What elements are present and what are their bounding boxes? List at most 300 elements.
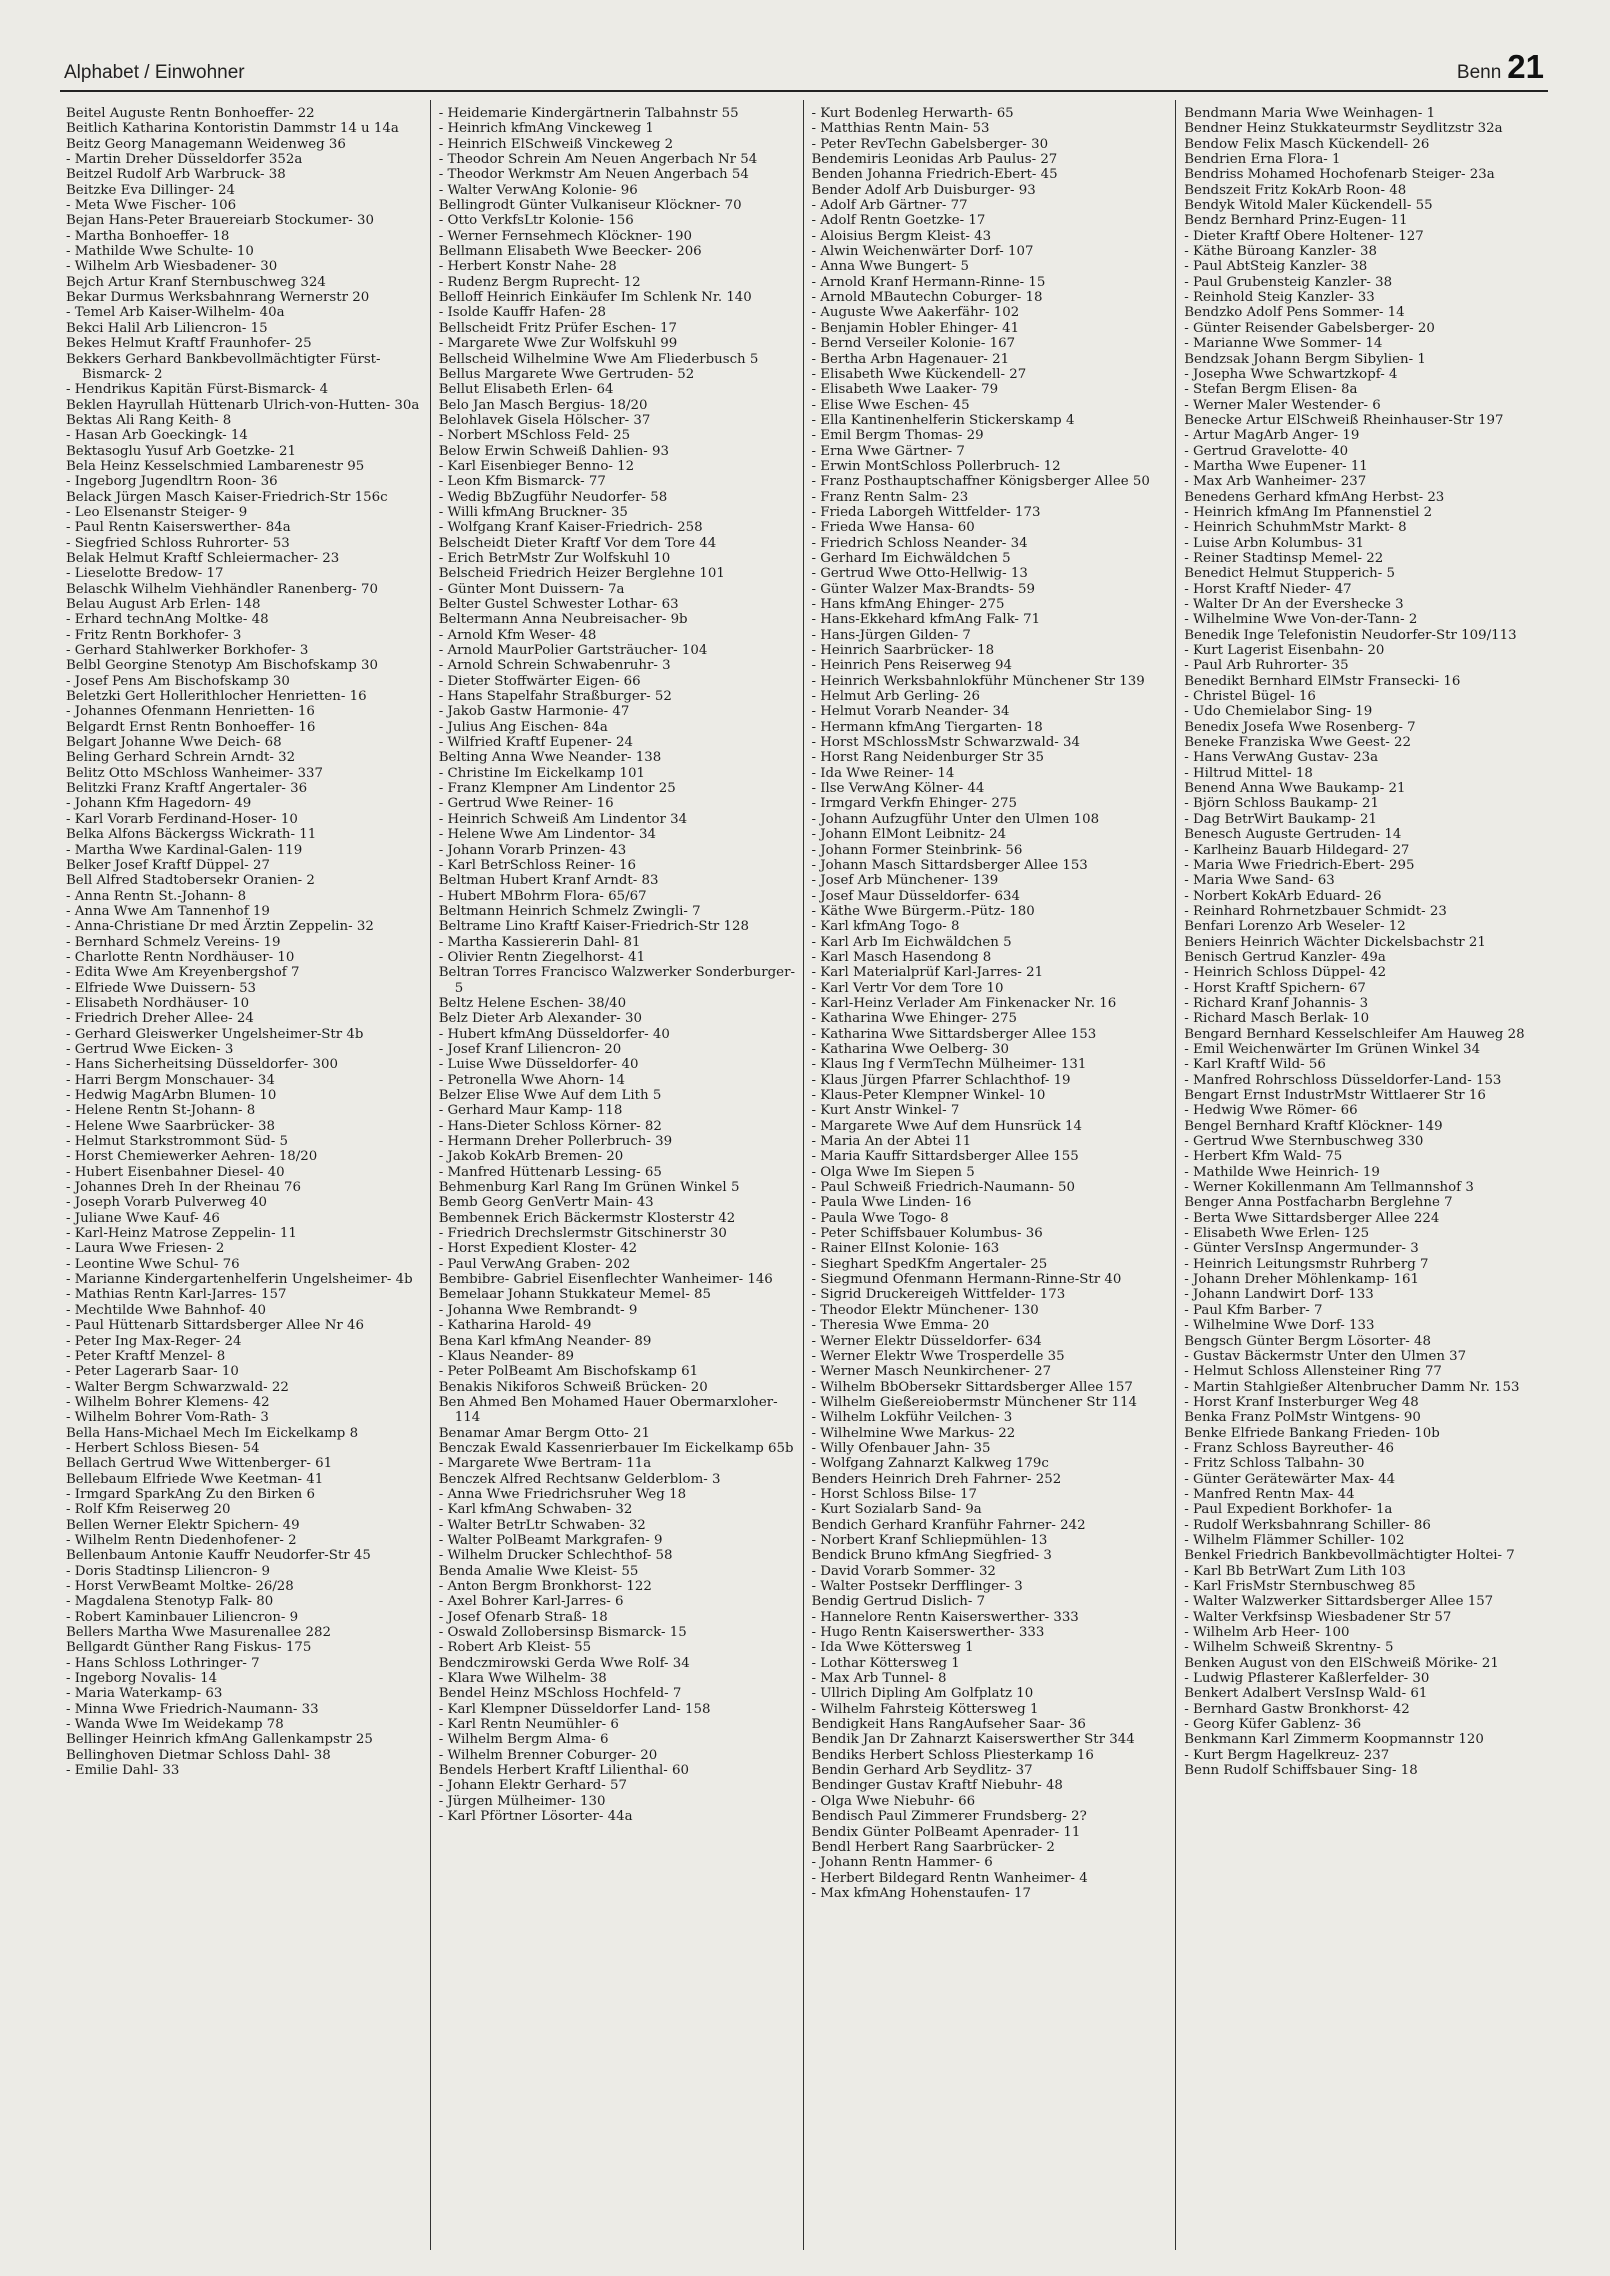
directory-entry: - Klaus Neander- 89 [438, 1348, 575, 1364]
directory-entry: - Ida Wwe Reiner- 14 [811, 765, 955, 781]
directory-entry: - Anna-Christiane Dr med Ärztin Zeppelin- 32 [66, 919, 374, 935]
directory-entry: - Franz Schloss Bayreuther- 46 [1184, 1440, 1395, 1456]
directory-entry: Bemelaar Johann Stukkateur Memel- 85 [438, 1287, 711, 1303]
directory-entry: Beling Gerhard Schrein Arndt- 32 [66, 750, 296, 766]
directory-entry: Bekar Durmus Werksbahnrang Wernerstr 20 [66, 290, 370, 306]
directory-entry: - Günter Reisender Gabelsberger- 20 [1184, 320, 1435, 336]
directory-entry: - Martha Wwe Eupener- 11 [1184, 458, 1368, 474]
directory-entry: Ben Ahmed Ben Mohamed Hauer Obermarxloher- 114 [438, 1394, 778, 1426]
directory-entry: - Herbert Schloss Biesen- 54 [66, 1440, 260, 1456]
directory-entry: - Karl Masch Hasendong 8 [811, 949, 992, 965]
directory-entry: - Reinhold Steig Kanzler- 33 [1184, 290, 1375, 306]
directory-entry: - Rudolf Werksbahnrang Schiller- 86 [1184, 1517, 1431, 1533]
directory-entry: - Wilhelm Fahrsteig Köttersweg 1 [811, 1701, 1039, 1717]
directory-entry: - Herbert Konstr Nahe- 28 [438, 259, 617, 275]
directory-entry: - Johanna Wwe Rembrandt- 9 [438, 1302, 638, 1318]
directory-entry: - Heinrich Werksbahnlokführ Münchener Str 139 [811, 673, 1145, 689]
directory-entry: - Klara Wwe Wilhelm- 38 [438, 1671, 607, 1687]
directory-entry: - Elisabeth Wwe Kückendell- 27 [811, 366, 1027, 382]
directory-entry: - Karl-Heinz Matrose Zeppelin- 11 [66, 1226, 297, 1242]
directory-entry: - Lothar Köttersweg 1 [811, 1655, 960, 1671]
directory-entry: - Elisabeth Wwe Laaker- 79 [811, 382, 999, 398]
column-1 [60, 100, 430, 2250]
directory-entry: - Wilhelmine Wwe Von-der-Tann- 2 [1184, 612, 1418, 628]
directory-entry: Beltman Hubert Kranf Arndt- 83 [438, 873, 659, 889]
directory-entry: Beitzke Eva Dillinger- 24 [66, 182, 235, 198]
directory-entry: - Karl Materialprüf Karl-Jarres- 21 [811, 965, 1044, 981]
directory-entry: - Kurt Anstr Winkel- 7 [811, 1103, 960, 1119]
directory-entry: - Hannelore Rentn Kaiserswerther- 333 [811, 1609, 1079, 1625]
directory-entry: Benkmann Karl Zimmerm Koopmannstr 120 [1184, 1732, 1484, 1748]
directory-entry: Bendisch Paul Zimmerer Frundsberg- 2? [811, 1809, 1087, 1825]
directory-entry: - Günter Mont Duissern- 7a [438, 581, 625, 597]
directory-entry: - Wilhelm BbObersekr Sittardsberger Allee 157 [811, 1379, 1133, 1395]
directory-entry: - Udo Chemielabor Sing- 19 [1184, 704, 1373, 720]
directory-entry: Beneke Franziska Wwe Geest- 22 [1184, 735, 1411, 751]
directory-entry: - Sigrid Druckereigeh Wittfelder- 173 [811, 1287, 1066, 1303]
directory-entry: Bendel Heinz MSchloss Hochfeld- 7 [438, 1686, 682, 1702]
directory-entry: - Bernd Verseiler Kolonie- 167 [811, 336, 1016, 352]
directory-entry: - Wilhelm Gießereiobermstr Münchener Str 114 [811, 1394, 1137, 1410]
directory-entry: Belscheid Friedrich Heizer Berglehne 101 [438, 566, 725, 582]
directory-entry: - Horst Rang Neidenburger Str 35 [811, 750, 1044, 766]
directory-entry: - Werner Maler Westender- 6 [1184, 397, 1381, 413]
directory-entry: - Johann Elektr Gerhard- 57 [438, 1778, 627, 1794]
directory-entry: - Hedwig MagArbn Blumen- 10 [66, 1088, 277, 1103]
directory-entry: - Arnold Kfm Weser- 48 [438, 627, 597, 643]
directory-entry: - Walter Bergm Schwarzwald- 22 [66, 1379, 289, 1395]
directory-entry: - Heinrich kfmAng Im Pfannenstiel 2 [1184, 504, 1433, 520]
directory-entry: - Julius Ang Eischen- 84a [438, 719, 608, 735]
directory-entry: - Friedrich Schloss Neander- 34 [811, 535, 1028, 551]
directory-entry: - Walter PolBeamt Markgrafen- 9 [438, 1532, 663, 1548]
directory-entry: Benger Anna Postfacharbn Berglehne 7 [1184, 1195, 1453, 1211]
directory-entry: Bembibre- Gabriel Eisenflechter Wanheimer- 146 [438, 1272, 773, 1288]
directory-entry: - Wilhelm Drucker Schlechthof- 58 [438, 1548, 673, 1564]
directory-entry: Bendick Bruno kfmAng Siegfried- 3 [811, 1548, 1052, 1564]
directory-entry: Belter Gustel Schwester Lothar- 63 [438, 597, 679, 612]
directory-entry: - Paul AbtSteig Kanzler- 38 [1184, 259, 1368, 275]
directory-entry: Beitlich Katharina Kontoristin Dammstr 14 u 14a [66, 121, 399, 137]
directory-entry: Benedens Gerhard kfmAng Herbst- 23 [1184, 489, 1445, 505]
directory-entry: - Martin Dreher Düsseldorfer 352a [66, 152, 303, 168]
directory-entry: - Karl kfmAng Togo- 8 [811, 919, 960, 935]
directory-entry: Bendzsak Johann Bergm Sibylien- 1 [1184, 351, 1426, 367]
directory-entry: - Heinrich Saarbrücker- 18 [811, 643, 995, 659]
directory-entry: - Gerhard Im Eichwäldchen 5 [811, 550, 1011, 566]
directory-entry: - Elisabeth Nordhäuser- 10 [66, 995, 250, 1011]
directory-entry: - Kurt Lagerist Eisenbahn- 20 [1184, 643, 1385, 659]
directory-entry: - Maria Kauffr Sittardsberger Allee 155 [811, 1149, 1079, 1165]
directory-entry: Bendner Heinz Stukkateurmstr Seydlitzstr 32a [1184, 121, 1503, 137]
directory-entry: - Paul Hüttenarb Sittardsberger Allee Nr 46 [66, 1318, 364, 1334]
directory-entry: - Karl FrisMstr Sternbuschweg 85 [1184, 1579, 1416, 1594]
directory-entry: Belohlavek Gisela Hölscher- 37 [438, 412, 651, 428]
directory-entry: - Wedig BbZugführ Neudorfer- 58 [438, 489, 668, 505]
directory-entry: Bendik Jan Dr Zahnarzt Kaiserswerther Str 344 [811, 1732, 1135, 1748]
directory-entry: - Günter Gerätewärter Max- 44 [1184, 1471, 1396, 1487]
directory-entry: Belker Josef Kraftf Düppel- 27 [66, 857, 270, 873]
directory-entry: - Günter VersInsp Angermunder- 3 [1184, 1241, 1419, 1257]
directory-entry: Benecke Artur ElSchweiß Rheinhauser-Str 197 [1184, 412, 1504, 428]
directory-entry: - Helmut Vorarb Neander- 34 [811, 704, 1010, 720]
directory-entry: - Christine Im Eickelkamp 101 [438, 765, 646, 781]
directory-entry: - Franz Posthauptschaffner Königsberger Allee 50 [811, 474, 1150, 490]
directory-entry: Bellers Martha Wwe Masurenallee 282 [66, 1625, 331, 1641]
directory-entry: - Jürgen Mülheimer- 130 [438, 1793, 606, 1809]
directory-entry: Benda Amalie Wwe Kleist- 55 [438, 1563, 639, 1579]
directory-entry: - Maria Wwe Friedrich-Ebert- 295 [1184, 857, 1415, 873]
directory-entry: - Gertrud Wwe Sternbuschweg 330 [1184, 1134, 1424, 1150]
directory-entry: - Robert Kaminbauer Liliencron- 9 [66, 1609, 299, 1625]
directory-entry: - Mechtilde Wwe Bahnhof- 40 [66, 1302, 266, 1318]
directory-entry: - Helmut Arb Gerling- 26 [811, 689, 981, 705]
directory-entry: - Berta Wwe Sittardsberger Allee 224 [1184, 1210, 1440, 1226]
directory-entry: - Gertrud Gravelotte- 40 [1184, 443, 1349, 459]
directory-entry: - Werner Fernsehmech Klöckner- 190 [438, 228, 693, 244]
directory-entry: - Isolde Kauffr Hafen- 28 [438, 305, 606, 321]
directory-entry: - Karl Rentn Neumühler- 6 [438, 1717, 619, 1733]
directory-entry: - Wilhelm Flämmer Schiller- 102 [1184, 1532, 1405, 1548]
directory-entry: - Karl Arb Im Eichwäldchen 5 [811, 934, 1012, 950]
directory-entry: Bendow Felix Masch Kückendell- 26 [1184, 136, 1430, 152]
directory-entry: Belo Jan Masch Bergius- 18/20 [438, 397, 648, 413]
directory-entry: - Rudenz Bergm Ruprecht- 12 [438, 274, 641, 290]
directory-entry: Belbl Georgine Stenotyp Am Bischofskamp 30 [66, 658, 379, 674]
directory-entry: Bemb Georg GenVertr Main- 43 [438, 1195, 654, 1211]
directory-entry: Belitzki Franz Kraftf Angertaler- 36 [66, 781, 308, 797]
directory-entry: Bellmann Elisabeth Wwe Beecker- 206 [438, 244, 702, 260]
directory-entry: - Wolfgang Kranf Kaiser-Friedrich- 258 [438, 520, 703, 536]
directory-entry: Bendl Herbert Rang Saarbrücker- 2 [811, 1839, 1055, 1855]
directory-entry: Bendig Gertrud Dislich- 7 [811, 1594, 986, 1610]
directory-entry: Bendemiris Leonidas Arb Paulus- 27 [811, 152, 1058, 168]
directory-entry: Bellen Werner Elektr Spichern- 49 [66, 1517, 300, 1533]
directory-entry: - Horst Kraftf Nieder- 47 [1184, 581, 1352, 597]
directory-entry: Bejch Artur Kranf Sternbuschweg 324 [66, 274, 326, 290]
directory-entry: - Gerhard Maur Kamp- 118 [438, 1103, 623, 1119]
directory-entry: - Johannes Ofenmann Henrietten- 16 [66, 704, 315, 720]
directory-entry: - Kurt Sozialarb Sand- 9a [811, 1502, 982, 1518]
directory-entry: - Paul Grubensteig Kanzler- 38 [1184, 274, 1393, 290]
directory-entry: - Minna Wwe Friedrich-Naumann- 33 [66, 1701, 319, 1717]
directory-entry: - Leon Kfm Bismarck- 77 [438, 474, 606, 490]
directory-entry: - Wilhelmine Wwe Markus- 22 [811, 1425, 1016, 1441]
directory-entry: - Karl Klempner Düsseldorfer Land- 158 [438, 1701, 711, 1717]
directory-entry: Bendmann Maria Wwe Weinhagen- 1 [1184, 106, 1436, 121]
directory-entry: Bekci Halil Arb Liliencron- 15 [66, 320, 268, 336]
directory-entry: Bendyk Witold Maler Kückendell- 55 [1184, 198, 1433, 214]
directory-entry: - Karl Kraftf Wild- 56 [1184, 1057, 1326, 1073]
directory-entry: - Wilhelm Brenner Coburger- 20 [438, 1747, 658, 1763]
directory-entry: - Aloisius Bergm Kleist- 43 [811, 228, 992, 244]
directory-entry: - Siegmund Ofenmann Hermann-Rinne-Str 40 [811, 1272, 1122, 1288]
directory-entry: - Ilse VerwAng Kölner- 44 [811, 781, 985, 797]
directory-entry: - Anna Rentn St.-Johann- 8 [66, 888, 247, 904]
directory-entry: - Heinrich ElSchweiß Vinckeweg 2 [438, 136, 674, 152]
directory-entry: - Willy Ofenbauer Jahn- 35 [811, 1440, 991, 1456]
directory-entry: - Robert Arb Kleist- 55 [438, 1640, 592, 1656]
directory-entry: Benn Rudolf Schiffsbauer Sing- 18 [1184, 1763, 1418, 1779]
directory-entry: - Johann ElMont Leibnitz- 24 [811, 827, 1007, 843]
directory-entry: Bellscheid Wilhelmine Wwe Am Fliederbusch 5 [438, 351, 759, 367]
directory-entry: Bengard Bernhard Kesselschleifer Am Hauweg 28 [1184, 1026, 1525, 1042]
directory-entry: Benfari Lorenzo Arb Weseler- 12 [1184, 919, 1406, 935]
directory-entry: - Theodor Schrein Am Neuen Angerbach Nr 54 [438, 152, 758, 168]
directory-entry: - Reiner Stadtinsp Memel- 22 [1184, 550, 1384, 566]
directory-entry: Benke Elfriede Bankang Frieden- 10b [1184, 1425, 1440, 1441]
directory-entry: Beltz Helene Eschen- 38/40 [438, 995, 627, 1011]
directory-entry: - Luise Arbn Kolumbus- 31 [1184, 535, 1364, 551]
directory-entry: - Frieda Laborgeh Wittfelder- 173 [811, 504, 1041, 520]
directory-entry: - Martha Bonhoeffer- 18 [66, 228, 230, 244]
directory-entry: - Hans Stapelfahr Straßburger- 52 [438, 689, 672, 705]
directory-entry: - Arnold MBautechn Coburger- 18 [811, 290, 1043, 306]
directory-entry: Below Erwin Schweiß Dahlien- 93 [438, 443, 670, 459]
directory-entry: - Emil Bergm Thomas- 29 [811, 428, 984, 444]
directory-entry: - Harri Bergm Monschauer- 34 [66, 1072, 275, 1088]
directory-entry: - Hans Sicherheitsing Düsseldorfer- 300 [66, 1057, 338, 1073]
directory-entry: - Richard Masch Berlak- 10 [1184, 1011, 1370, 1027]
directory-entry: - Dieter Kraftf Obere Holtener- 127 [1184, 228, 1424, 244]
directory-entry: - Bernhard Schmelz Vereins- 19 [66, 934, 281, 950]
directory-entry: Bellgardt Günther Rang Fiskus- 175 [66, 1640, 312, 1656]
directory-entry: - Edita Wwe Am Kreyenbergshof 7 [66, 965, 300, 981]
directory-entry: Bellus Margarete Wwe Gertruden- 52 [438, 366, 695, 382]
page-number: 21 [1507, 48, 1544, 85]
directory-entry: Benczek Alfred Rechtsanw Gelderblom- 3 [438, 1471, 721, 1487]
directory-entry: Bellenbaum Antonie Kauffr Neudorfer-Str 45 [66, 1548, 371, 1564]
directory-entry: - Willi kfmAng Bruckner- 35 [438, 504, 628, 520]
directory-entry: - Dieter Stoffwärter Eigen- 66 [438, 673, 641, 689]
directory-entry: - Klaus Jürgen Pfarrer Schlachthof- 19 [811, 1072, 1071, 1088]
directory-entry: Benesch Auguste Gertruden- 14 [1184, 827, 1402, 843]
directory-entry: - Temel Arb Kaiser-Wilhelm- 40a [66, 305, 285, 321]
directory-entry: - Heinrich Leitungsmstr Ruhrberg 7 [1184, 1256, 1429, 1272]
directory-entry: - Helmut Starkstrommont Süd- 5 [66, 1134, 289, 1150]
directory-entry: Belzer Elise Wwe Auf dem Lith 5 [438, 1088, 662, 1103]
directory-entry: - Werner Masch Neunkirchener- 27 [811, 1364, 1052, 1380]
directory-entry: - Marianne Wwe Sommer- 14 [1184, 336, 1383, 352]
directory-entry: - Katharina Wwe Sittardsberger Allee 153 [811, 1026, 1097, 1042]
directory-entry: - Max Arb Tunnel- 8 [811, 1671, 947, 1687]
directory-entry: - Ella Kantinenhelferin Stickerskamp 4 [811, 412, 1075, 428]
directory-entry: - Erhard technAng Moltke- 48 [66, 612, 269, 628]
directory-entry: Beitzel Rudolf Arb Warbruck- 38 [66, 167, 286, 183]
directory-entry: Bembennek Erich Bäckermstr Klosterstr 42 [438, 1210, 736, 1226]
directory-entry: - Theresia Wwe Emma- 20 [811, 1318, 990, 1334]
directory-entry: Belscheidt Dieter Kraftf Vor dem Tore 44 [438, 535, 717, 551]
directory-entry: - Maria Wwe Sand- 63 [1184, 873, 1335, 889]
directory-entry: - Sieghart SpedKfm Angertaler- 25 [811, 1256, 1048, 1272]
directory-entry: - Peter RevTechn Gabelsberger- 30 [811, 136, 1049, 152]
directory-entry: Belau August Arb Erlen- 148 [66, 597, 261, 612]
directory-entry: Benedikt Bernhard ElMstr Fransecki- 16 [1184, 673, 1461, 689]
directory-entry: - Walter Walzwerker Sittardsberger Allee 157 [1184, 1594, 1494, 1610]
directory-entry: - Wilhelm Arb Heer- 100 [1184, 1625, 1350, 1641]
directory-entry: - Horst Expedient Kloster- 42 [438, 1241, 638, 1257]
directory-entry: - Walter Dr An der Evershecke 3 [1184, 597, 1404, 612]
directory-entry: - Paul Schweiß Friedrich-Naumann- 50 [811, 1180, 1075, 1196]
directory-entry: - Olivier Rentn Ziegelhorst- 41 [438, 949, 646, 965]
directory-entry: - Helmut Schloss Allensteiner Ring 77 [1184, 1364, 1442, 1380]
directory-entry: - Karl BetrSchloss Reiner- 16 [438, 857, 637, 873]
running-head [1457, 48, 1544, 86]
directory-entry: - Leo Elsenanstr Steiger- 9 [66, 504, 248, 520]
directory-entry: - Johann Kfm Hagedorn- 49 [66, 796, 252, 812]
directory-entry: - Erich BetrMstr Zur Wolfskuhl 10 [438, 550, 671, 566]
directory-entry: - Otto VerkfsLtr Kolonie- 156 [438, 213, 634, 229]
directory-entry: - Martha Kassiererin Dahl- 81 [438, 934, 641, 950]
directory-entry: Bellut Elisabeth Erlen- 64 [438, 382, 614, 398]
page-keyword: Benn [1456, 62, 1502, 83]
directory-entry: - Josef Pens Am Bischofskamp 30 [66, 673, 290, 689]
directory-entry: Bendich Gerhard Kranführ Fahrner- 242 [811, 1517, 1086, 1533]
directory-entry: - Gerhard Gleiswerker Ungelsheimer-Str 4b [66, 1026, 364, 1042]
directory-entry: - Wilhelm Bergm Alma- 6 [438, 1732, 609, 1748]
directory-entry: - Wilhelmine Wwe Dorf- 133 [1184, 1318, 1375, 1334]
directory-entry: - Horst Chemiewerker Aehren- 18/20 [66, 1149, 318, 1165]
directory-entry: - Paul Kfm Barber- 7 [1184, 1302, 1323, 1318]
directory-entry: - Karl Vorarb Ferdinand-Hoser- 10 [66, 811, 298, 827]
directory-entry: Bengel Bernhard Kraftf Klöckner- 149 [1184, 1118, 1443, 1134]
directory-entry: - Hiltrud Mittel- 18 [1184, 765, 1313, 781]
directory-entry: Benakis Nikiforos Schweiß Brücken- 20 [438, 1379, 708, 1395]
directory-entry: - Peter Ing Max-Reger- 24 [66, 1333, 242, 1349]
directory-entry: - Hubert Eisenbahner Diesel- 40 [66, 1164, 285, 1180]
directory-entry: - Horst Kranf Insterburger Weg 48 [1184, 1394, 1419, 1410]
directory-entry: - Max kfmAng Hohenstaufen- 17 [811, 1885, 1032, 1901]
directory-entry: - Norbert Kranf Schliepmühlen- 13 [811, 1532, 1048, 1548]
directory-entry: Belting Anna Wwe Neander- 138 [438, 750, 662, 766]
directory-entry: - Emilie Dahl- 33 [66, 1763, 180, 1779]
directory-entry: - Heinrich Pens Reiserweg 94 [811, 658, 1012, 674]
directory-entry: - Frieda Wwe Hansa- 60 [811, 520, 975, 536]
directory-entry: - Arnold MaurPolier Gartsträucher- 104 [438, 643, 708, 659]
directory-entry: - David Vorarb Sommer- 32 [811, 1563, 996, 1579]
directory-entry: - Klaus Ing f VermTechn Mülheimer- 131 [811, 1057, 1087, 1073]
directory-entry: - Heinrich SchuhmMstr Markt- 8 [1184, 520, 1407, 536]
directory-entry: - Hasan Arb Goeckingk- 14 [66, 428, 248, 444]
directory-entry: - Bertha Arbn Hagenauer- 21 [811, 351, 1010, 367]
directory-entry: - Martha Wwe Kardinal-Galen- 119 [66, 842, 303, 858]
directory-entry: Bekkers Gerhard Bankbevollmächtigter Fürst-Bismarck- 2 [66, 351, 381, 382]
directory-entry: - Johann Vorarb Prinzen- 43 [438, 842, 627, 858]
directory-entry: - Irmgard SparkAng Zu den Birken 6 [66, 1486, 315, 1502]
directory-entry: - Katharina Harold- 49 [438, 1318, 592, 1334]
directory-entry: Beletzki Gert Hollerithlocher Henrietten- 16 [66, 689, 367, 705]
directory-entry: - Walter Postsekr Derfflinger- 3 [811, 1579, 1023, 1594]
directory-entry: - Jakob KokArb Bremen- 20 [438, 1149, 624, 1165]
directory-entry: - Günter Walzer Max-Brandts- 59 [811, 581, 1035, 597]
directory-entry: - Magdalena Stenotyp Falk- 80 [66, 1594, 274, 1610]
directory-entry: - Kurt Bergm Hagelkreuz- 237 [1184, 1747, 1390, 1763]
directory-entry: - Peter Kraftf Menzel- 8 [66, 1348, 226, 1364]
directory-entry: - Norbert KokArb Eduard- 26 [1184, 888, 1382, 904]
directory-entry: - Margarete Wwe Bertram- 11a [438, 1456, 652, 1472]
directory-entry: - Erna Wwe Gärtner- 7 [811, 443, 965, 459]
directory-entry: - Heidemarie Kindergärtnerin Talbahnstr 55 [438, 106, 739, 121]
directory-entry: Benend Anna Wwe Baukamp- 21 [1184, 781, 1406, 797]
directory-entry: - Werner Elektr Wwe Trosperdelle 35 [811, 1348, 1065, 1364]
directory-entry: Bekes Helmut Kraftf Fraunhofer- 25 [66, 336, 312, 352]
directory-entry: - Herbert Bildegard Rentn Wanheimer- 4 [811, 1870, 1088, 1886]
directory-entry: Bendin Gerhard Arb Seydlitz- 37 [811, 1763, 1033, 1779]
directory-entry: Belloff Heinrich Einkäufer Im Schlenk Nr. 140 [438, 290, 752, 306]
directory-entry: - Horst MSchlossMstr Schwarzwald- 34 [811, 735, 1081, 751]
directory-entry: Belaschk Wilhelm Viehhändler Ranenberg- 70 [66, 581, 378, 597]
directory-entry: - Ingeborg Jugendltrn Roon- 36 [66, 474, 278, 490]
directory-entry: - Margarete Wwe Auf dem Hunsrück 14 [811, 1118, 1082, 1134]
directory-entry: - Hendrikus Kapitän Fürst-Bismarck- 4 [66, 382, 329, 398]
directory-entry: - Ida Wwe Köttersweg 1 [811, 1640, 974, 1656]
directory-entry: - Walter BetrLtr Schwaben- 32 [438, 1517, 646, 1533]
directory-entry: - Anton Bergm Bronkhorst- 122 [438, 1579, 652, 1594]
directory-entry: - Johann Dreher Möhlenkamp- 161 [1184, 1272, 1419, 1288]
directory-entry: Bendrien Erna Flora- 1 [1184, 152, 1341, 168]
directory-entry: - Anna Wwe Friedrichsruher Weg 18 [438, 1486, 687, 1502]
directory-entry: - Paul Rentn Kaiserswerther- 84a [66, 520, 291, 536]
directory-entry: Bendiks Herbert Schloss Pliesterkamp 16 [811, 1747, 1094, 1763]
directory-entry: - Emil Weichenwärter Im Grünen Winkel 34 [1184, 1041, 1481, 1057]
directory-entry: - Norbert MSchloss Feld- 25 [438, 428, 631, 444]
directory-entry: - Walter Verkfsinsp Wiesbadener Str 57 [1184, 1609, 1452, 1625]
directory-entry: - Christel Bügel- 16 [1184, 689, 1316, 705]
directory-entry: - Elfriede Wwe Duissern- 53 [66, 980, 257, 996]
directory-entry: - Gertrud Wwe Reiner- 16 [438, 796, 614, 812]
directory-entry: Bendriss Mohamed Hochofenarb Steiger- 23a [1184, 167, 1495, 183]
directory-entry: - Hedwig Wwe Römer- 66 [1184, 1103, 1358, 1119]
directory-entry: Beitel Auguste Rentn Bonhoeffer- 22 [66, 106, 315, 121]
directory-columns [60, 100, 1548, 2250]
directory-entry: - Arnold Kranf Hermann-Rinne- 15 [811, 274, 1046, 290]
directory-entry: - Rainer ElInst Kolonie- 163 [811, 1241, 1000, 1257]
directory-entry: Beltmann Heinrich Schmelz Zwingli- 7 [438, 903, 701, 919]
directory-entry: - Wilhelm Schweiß Skrentny- 5 [1184, 1640, 1394, 1656]
directory-entry: - Josef Kranf Liliencron- 20 [438, 1041, 622, 1057]
directory-entry: Benczak Ewald Kassenrierbauer Im Eickelkamp 65b [438, 1440, 794, 1456]
directory-entry: Benders Heinrich Dreh Fahrner- 252 [811, 1471, 1062, 1487]
directory-entry: Benken August von den ElSchweiß Mörike- 21 [1184, 1655, 1499, 1671]
directory-entry: Belak Helmut Kraftf Schleiermacher- 23 [66, 550, 340, 566]
directory-entry: - Adolf Arb Gärtner- 77 [811, 198, 968, 214]
directory-entry: - Wilhelm Rentn Diedenhofener- 2 [66, 1532, 297, 1548]
directory-entry: - Karlheinz Bauarb Hildegard- 27 [1184, 842, 1410, 858]
directory-entry: - Paul Expedient Borkhofer- 1a [1184, 1502, 1393, 1518]
directory-entry: - Wilfried Kraftf Eupener- 24 [438, 735, 633, 751]
directory-entry: - Hans-Dieter Schloss Körner- 82 [438, 1118, 662, 1134]
directory-entry: - Siegfried Schloss Ruhrorter- 53 [66, 535, 290, 551]
directory-entry: - Juliane Wwe Kauf- 46 [66, 1210, 220, 1226]
directory-entry: Beniers Heinrich Wächter Dickelsbachstr 21 [1184, 934, 1486, 950]
directory-entry: - Laura Wwe Friesen- 2 [66, 1241, 225, 1257]
directory-entry: - Margarete Wwe Zur Wolfskuhl 99 [438, 336, 678, 352]
directory-entry: Beltermann Anna Neubreisacher- 9b [438, 612, 688, 628]
directory-entry: - Alwin Weichenwärter Dorf- 107 [811, 244, 1034, 260]
directory-entry: - Wilhelm Lokführ Veilchen- 3 [811, 1410, 1013, 1426]
directory-entry: - Wolfgang Zahnarzt Kalkweg 179c [811, 1456, 1049, 1472]
directory-entry: - Käthe Wwe Bürgerm.-Pütz- 180 [811, 903, 1035, 919]
directory-entry: - Werner Elektr Düsseldorfer- 634 [811, 1333, 1042, 1349]
directory-entry: - Ullrich Dipling Am Golfplatz 10 [811, 1686, 1034, 1702]
directory-entry: - Walter VerwAng Kolonie- 96 [438, 182, 638, 198]
column-4 [1175, 100, 1548, 2250]
directory-entry: - Franz Rentn Salm- 23 [811, 489, 969, 505]
directory-entry: - Manfred Rohrschloss Düsseldorfer-Land- 153 [1184, 1072, 1502, 1088]
directory-entry: Beltran Torres Francisco Walzwerker Sonderburger- 5 [438, 965, 795, 996]
directory-entry: - Johann Rentn Hammer- 6 [811, 1855, 993, 1871]
directory-entry: Benden Johanna Friedrich-Ebert- 45 [811, 167, 1058, 183]
